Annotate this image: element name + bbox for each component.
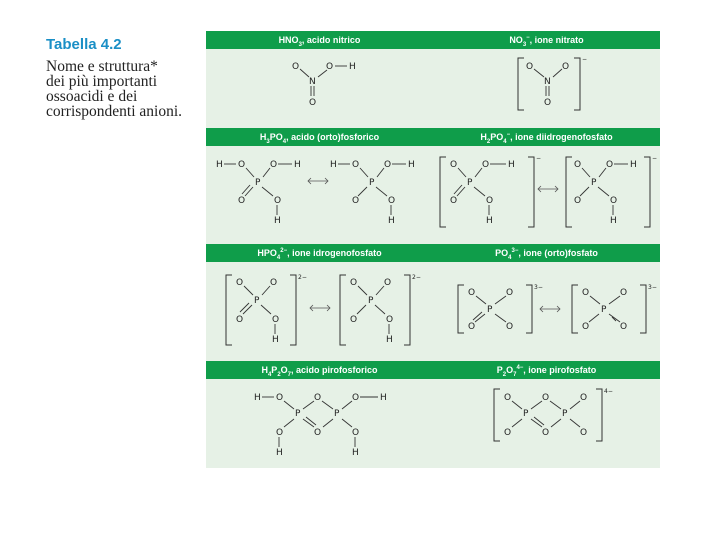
atom-h: H [508, 160, 515, 170]
resonance-arrow [540, 306, 560, 312]
atom-o: O [352, 196, 360, 206]
atom-p: P [295, 409, 301, 419]
atom-o: O [236, 278, 244, 288]
header-dihydrogenphosphate: $H_2PO_4^-$, ione diidrogenofosfato [480, 132, 613, 145]
atom-o: O [526, 62, 534, 72]
atom-o: O [542, 428, 550, 438]
atom-o: O [386, 315, 394, 325]
phosphoric-acid-form-a [216, 160, 301, 226]
atom-o: O [352, 428, 360, 438]
atom-p: P [601, 305, 607, 315]
atom-o: O [620, 322, 628, 332]
resonance-arrow [538, 186, 558, 192]
atom-o: O [468, 322, 476, 332]
header-orthophosphate: $PO_4^{3-}$, ione (orto)fosfato [495, 248, 598, 261]
caption-line: dei più importanti [46, 73, 158, 90]
charge-label: 3− [648, 284, 657, 291]
atom-n: N [309, 77, 316, 87]
atom-h: H [254, 393, 261, 403]
orthophosphate-form-a [458, 284, 543, 333]
charge-label: 2− [298, 274, 307, 281]
atom-h: H [276, 448, 283, 458]
atom-p: P [467, 178, 473, 188]
caption-title: Tabella 4.2 [46, 36, 122, 53]
atom-h: H [380, 393, 387, 403]
atom-o: O [486, 196, 494, 206]
atom-o: O [582, 288, 590, 298]
dihydrogenphosphate-form-b [566, 155, 657, 227]
charge-label: − [582, 56, 588, 63]
atom-p: P [562, 409, 568, 419]
hydrogenphosphate-form-b [340, 274, 421, 345]
atom-h: H [610, 216, 617, 226]
pyrophosphoric-acid-structure [254, 393, 387, 458]
atom-o: O [276, 428, 284, 438]
pyrophosphate-ion-structure [494, 388, 613, 441]
atom-o: O [236, 315, 244, 325]
atom-h: H [352, 448, 359, 458]
atom-h: H [386, 335, 393, 345]
table-caption [46, 36, 201, 119]
atom-o: O [450, 196, 458, 206]
atom-o: O [542, 393, 550, 403]
atom-o: O [468, 288, 476, 298]
atom-p: P [255, 178, 261, 188]
atom-p: P [369, 178, 375, 188]
atom-o: O [506, 322, 514, 332]
charge-label: − [536, 155, 542, 162]
atom-o: O [309, 98, 317, 108]
atom-o: O [238, 196, 246, 206]
caption-text [46, 59, 201, 119]
atom-o: O [238, 160, 246, 170]
atom-o: O [482, 160, 490, 170]
charge-label: 3− [534, 284, 543, 291]
atom-o: O [506, 288, 514, 298]
atom-o: O [326, 62, 334, 72]
dihydrogenphosphate-form-a [440, 155, 541, 227]
atom-o: O [276, 393, 284, 403]
atom-o: O [352, 160, 360, 170]
atom-o: O [574, 196, 582, 206]
atom-h: H [486, 216, 493, 226]
header-phosphoric-acid: $H_3PO_4$, acido (orto)fosforico [259, 132, 380, 145]
atom-p: P [487, 305, 493, 315]
atom-o: O [450, 160, 458, 170]
charge-label: − [652, 155, 658, 162]
atom-h: H [330, 160, 337, 170]
atom-p: P [254, 296, 260, 306]
resonance-arrow [310, 305, 330, 311]
atom-p: P [334, 409, 340, 419]
atom-o: O [504, 393, 512, 403]
atom-o: O [314, 393, 322, 403]
header-nitrate-ion: $NO_3^-$, ione nitrato [509, 35, 584, 48]
oxoacid-table [206, 31, 660, 468]
header-pyrophosphate: $P_2O_7^{4-}$, ione pirofosfato [496, 365, 597, 378]
hydrogenphosphate-form-a [226, 274, 307, 345]
caption-line: Nome e struttura* [46, 58, 158, 75]
atom-h: H [388, 216, 395, 226]
atom-o: O [544, 98, 552, 108]
atom-o: O [292, 62, 300, 72]
atom-h: H [408, 160, 415, 170]
atom-o: O [270, 278, 278, 288]
phosphoric-acid-form-b [330, 160, 415, 226]
nitrate-ion-structure [518, 56, 587, 110]
atom-h: H [272, 335, 279, 345]
atom-o: O [314, 428, 322, 438]
atom-o: O [562, 62, 570, 72]
atom-o: O [388, 196, 396, 206]
atom-p: P [368, 296, 374, 306]
atom-o: O [620, 288, 628, 298]
structures-drawing [206, 31, 660, 468]
header-hydrogenphosphate: $HPO_4^{2-}$, ione idrogenofosfato [257, 248, 382, 261]
atom-o: O [582, 322, 590, 332]
header-pyrophosphoric-acid: $H_4P_2O_7$, acido pirofosforico [261, 365, 378, 378]
atom-h: H [294, 160, 301, 170]
atom-o: O [350, 278, 358, 288]
atom-h: H [349, 62, 356, 72]
orthophosphate-form-b [572, 284, 657, 333]
atom-o: O [574, 160, 582, 170]
atom-h: H [274, 216, 281, 226]
atom-p: P [523, 409, 529, 419]
atom-o: O [606, 160, 614, 170]
atom-o: O [270, 160, 278, 170]
atom-o: O [610, 196, 618, 206]
nitric-acid-structure [292, 62, 356, 108]
caption-line: ossoacidi e dei [46, 88, 138, 105]
charge-label: 2− [412, 274, 421, 281]
atom-n: N [544, 77, 551, 87]
atom-h: H [216, 160, 223, 170]
atom-o: O [274, 196, 282, 206]
atom-o: O [504, 428, 512, 438]
atom-o: O [272, 315, 280, 325]
charge-label: 4− [604, 388, 613, 395]
atom-o: O [350, 315, 358, 325]
atom-o: O [580, 428, 588, 438]
atom-o: O [580, 393, 588, 403]
atom-o: O [352, 393, 360, 403]
atom-o: O [384, 278, 392, 288]
atom-p: P [591, 178, 597, 188]
resonance-arrow [308, 178, 328, 184]
atom-o: O [384, 160, 392, 170]
atom-h: H [630, 160, 637, 170]
header-nitric-acid: $HNO_3$, acido nitrico [278, 35, 361, 48]
caption-line: corrispondenti anioni. [46, 103, 183, 120]
